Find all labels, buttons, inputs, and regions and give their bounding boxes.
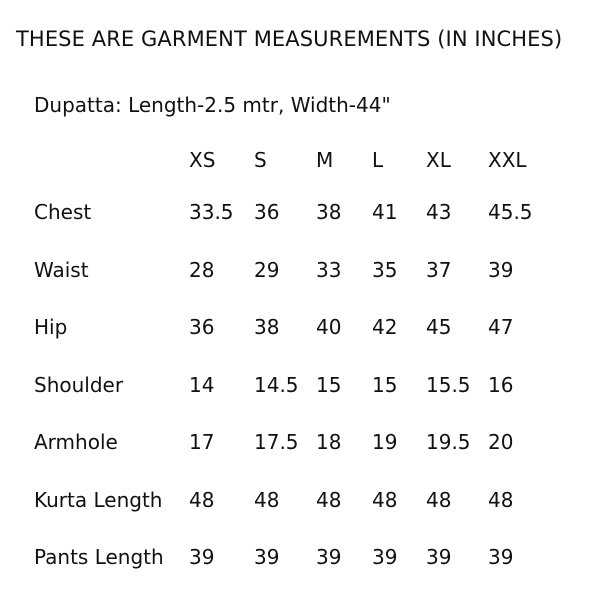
cell-hip-xl: 45 [426, 315, 452, 339]
cell-waist-xxl: 39 [488, 257, 514, 282]
cell-kurta-length-xs: 48 [189, 487, 215, 512]
cell-shoulder-xxl: 16 [488, 372, 514, 397]
cell-pants-length-xxl: 39 [488, 545, 514, 569]
cell-armhole-m: 18 [316, 430, 342, 454]
column-header-l: L [372, 148, 384, 172]
page-title: THESE ARE GARMENT MEASUREMENTS (IN INCHES) [16, 27, 563, 51]
cell-hip-xs: 36 [189, 315, 215, 339]
cell-armhole-xl: 19.5 [426, 430, 471, 454]
cell-waist-l: 35 [372, 257, 398, 282]
cell-hip-m: 40 [316, 315, 342, 339]
column-header-measurement [34, 136, 189, 184]
cell-pants-length-m: 39 [316, 545, 342, 569]
cell-waist-s: 29 [254, 257, 280, 282]
cell-hip-s: 38 [254, 315, 280, 339]
cell-waist-xs: 28 [189, 257, 215, 282]
cell-kurta-length-s: 48 [254, 487, 280, 512]
row-label-kurta-length: Kurta Length [34, 487, 163, 512]
row-label-armhole: Armhole [34, 430, 118, 454]
cell-chest-xs: 33.5 [189, 200, 234, 224]
cell-chest-l: 41 [372, 200, 398, 224]
cell-kurta-length-xl: 48 [426, 487, 452, 512]
cell-shoulder-xl: 15.5 [426, 372, 471, 397]
cell-pants-length-xl: 39 [426, 545, 452, 569]
cell-kurta-length-m: 48 [316, 487, 342, 512]
cell-chest-xl: 43 [426, 200, 452, 224]
size-measurement-table [34, 136, 550, 587]
cell-armhole-xs: 17 [189, 430, 215, 454]
cell-hip-l: 42 [372, 315, 398, 339]
cell-shoulder-xs: 14 [189, 372, 215, 397]
table-body [34, 184, 550, 587]
cell-armhole-xxl: 20 [488, 430, 514, 454]
row-label-hip: Hip [34, 315, 68, 339]
cell-armhole-l: 19 [372, 430, 398, 454]
column-header-m: M [316, 148, 334, 172]
cell-pants-length-xs: 39 [189, 545, 215, 569]
row-label-waist: Waist [34, 257, 89, 282]
table-row [34, 357, 550, 415]
table-header-row [34, 136, 550, 184]
cell-shoulder-l: 15 [372, 372, 398, 397]
cell-kurta-length-l: 48 [372, 487, 398, 512]
cell-chest-xxl: 45.5 [488, 200, 533, 224]
column-header-xs: XS [189, 148, 216, 172]
column-header-s: S [254, 148, 267, 172]
column-header-xl: XL [426, 148, 451, 172]
cell-chest-s: 36 [254, 200, 280, 224]
cell-waist-xl: 37 [426, 257, 452, 282]
cell-shoulder-s: 14.5 [254, 372, 299, 397]
table-row [34, 242, 550, 300]
table-row [34, 414, 550, 472]
cell-armhole-s: 17.5 [254, 430, 299, 454]
row-label-pants-length: Pants Length [34, 545, 164, 569]
row-label-shoulder: Shoulder [34, 372, 124, 397]
cell-waist-m: 33 [316, 257, 342, 282]
row-label-chest: Chest [34, 200, 92, 224]
table-row [34, 472, 550, 530]
cell-shoulder-m: 15 [316, 372, 342, 397]
cell-pants-length-l: 39 [372, 545, 398, 569]
table-row [34, 299, 550, 357]
column-header-xxl: XXL [488, 148, 527, 172]
table-header [34, 136, 550, 184]
dupatta-note: Dupatta: Length-2.5 mtr, Width-44" [34, 93, 391, 117]
cell-kurta-length-xxl: 48 [488, 487, 514, 512]
cell-pants-length-s: 39 [254, 545, 280, 569]
table-row [34, 184, 550, 242]
table-row [34, 529, 550, 587]
cell-chest-m: 38 [316, 200, 342, 224]
cell-hip-xxl: 47 [488, 315, 514, 339]
